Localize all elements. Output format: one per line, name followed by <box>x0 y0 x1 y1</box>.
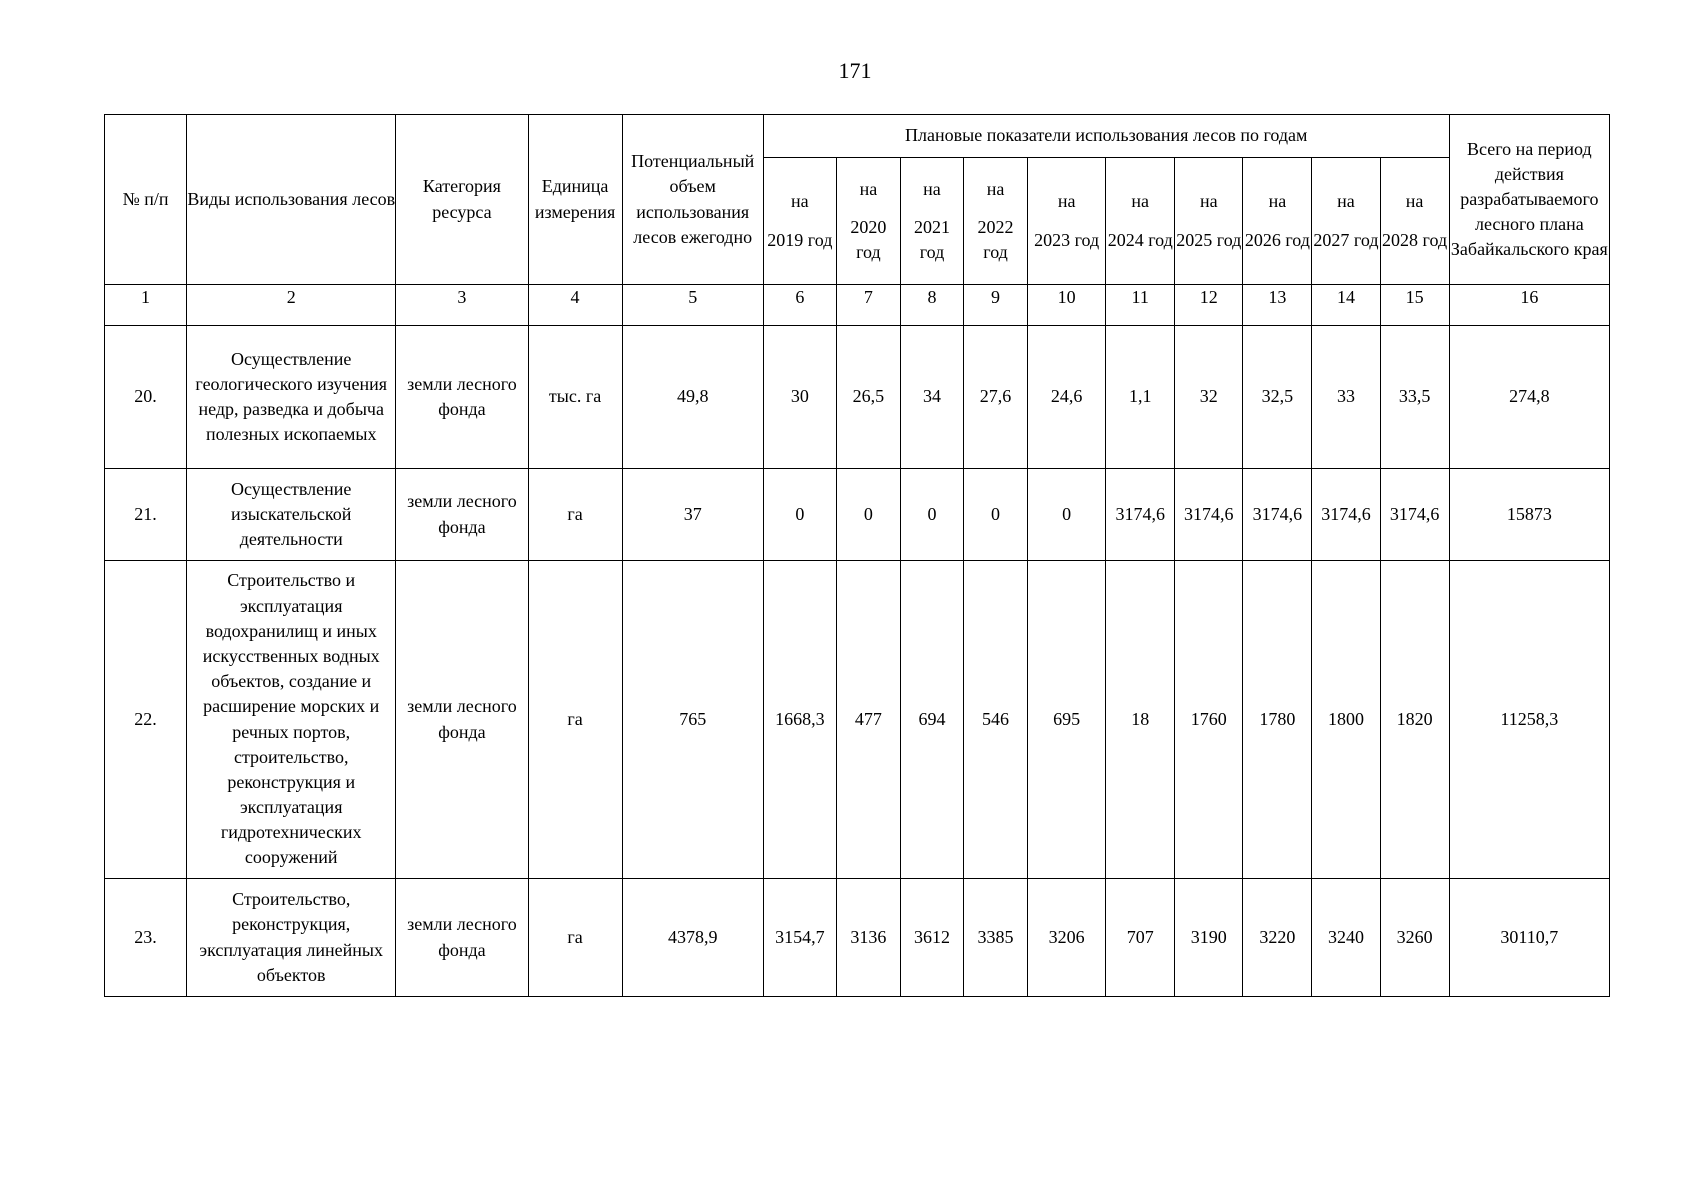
table-row <box>105 469 1610 561</box>
header-year-4 <box>964 158 1028 285</box>
row-year-value: 3220 <box>1243 879 1312 997</box>
table-row <box>105 879 1610 997</box>
row-year-value: 3206 <box>1028 879 1106 997</box>
row-year-value: 3174,6 <box>1380 469 1449 561</box>
row-year-value: 3260 <box>1380 879 1449 997</box>
row-year-value: 3385 <box>964 879 1028 997</box>
row-year-value: 1,1 <box>1106 326 1175 469</box>
header-total: Всего на период действия разрабатываемого лесного плана Забайкальского края <box>1449 115 1609 285</box>
column-number: 9 <box>964 285 1028 326</box>
column-number: 10 <box>1028 285 1106 326</box>
header-year-label: 2022 год <box>977 216 1014 263</box>
page-number: 171 <box>838 58 872 83</box>
row-year-value: 3612 <box>900 879 963 997</box>
column-number: 4 <box>528 285 622 326</box>
row-year-value: 1800 <box>1312 561 1380 879</box>
header-year-prefix: на <box>1268 191 1287 212</box>
row-year-value: 34 <box>900 326 963 469</box>
column-number: 11 <box>1106 285 1175 326</box>
row-year-value: 0 <box>836 469 900 561</box>
header-unit: Единица измерения <box>528 115 622 285</box>
forest-use-table <box>104 114 1610 997</box>
row-year-value: 0 <box>900 469 963 561</box>
row-year-value: 3174,6 <box>1106 469 1175 561</box>
header-year-label: 2019 год <box>767 229 833 250</box>
row-kind: Строительство, реконструкция, эксплуатация линейных объектов <box>187 879 396 997</box>
header-potential: Потенциальный объем использования лесов ежегодно <box>622 115 763 285</box>
header-year-6 <box>1106 158 1175 285</box>
row-potential: 49,8 <box>622 326 763 469</box>
header-year-prefix: на <box>923 178 941 199</box>
column-number: 2 <box>187 285 396 326</box>
header-year-prefix: на <box>791 191 809 212</box>
header-year-label: 2026 год <box>1244 229 1310 250</box>
row-year-value: 694 <box>900 561 963 879</box>
row-year-value: 0 <box>1028 469 1106 561</box>
row-potential: 765 <box>622 561 763 879</box>
table-row <box>105 326 1610 469</box>
header-year-prefix: на <box>1405 191 1424 212</box>
column-number: 7 <box>836 285 900 326</box>
row-year-value: 3190 <box>1175 879 1243 997</box>
row-year-value: 695 <box>1028 561 1106 879</box>
row-year-value: 3154,7 <box>763 879 836 997</box>
column-number: 12 <box>1175 285 1243 326</box>
row-year-value: 546 <box>964 561 1028 879</box>
row-year-value: 707 <box>1106 879 1175 997</box>
row-total: 11258,3 <box>1449 561 1609 879</box>
header-year-prefix: на <box>1057 191 1076 212</box>
row-num: 22. <box>105 561 187 879</box>
header-year-9 <box>1312 158 1380 285</box>
header-year-7 <box>1175 158 1243 285</box>
column-number: 6 <box>763 285 836 326</box>
row-num: 23. <box>105 879 187 997</box>
row-num: 21. <box>105 469 187 561</box>
row-year-value: 32 <box>1175 326 1243 469</box>
header-year-prefix: на <box>1199 191 1218 212</box>
table-body <box>105 285 1610 997</box>
header-year-label: 2021 год <box>913 216 950 263</box>
header-kind: Виды использования лесов <box>187 115 396 285</box>
header-year-label: 2028 год <box>1382 229 1448 250</box>
row-unit: га <box>528 879 622 997</box>
row-year-value: 30 <box>763 326 836 469</box>
row-unit: тыс. га <box>528 326 622 469</box>
column-number: 14 <box>1312 285 1380 326</box>
row-category: земли лесного фонда <box>396 561 528 879</box>
header-row-1 <box>105 115 1610 158</box>
row-year-value: 1668,3 <box>763 561 836 879</box>
row-year-value: 3240 <box>1312 879 1380 997</box>
column-number: 15 <box>1380 285 1449 326</box>
header-category: Категория ресурса <box>396 115 528 285</box>
header-year-5 <box>1028 158 1106 285</box>
column-number: 5 <box>622 285 763 326</box>
row-num: 20. <box>105 326 187 469</box>
row-year-value: 0 <box>763 469 836 561</box>
row-unit: га <box>528 469 622 561</box>
row-potential: 37 <box>622 469 763 561</box>
column-number: 3 <box>396 285 528 326</box>
row-unit: га <box>528 561 622 879</box>
header-year-label: 2020 год <box>850 216 887 263</box>
row-kind: Осуществление геологического изучения недр, разведка и добыча полезных ископаемых <box>187 326 396 469</box>
header-year-prefix: на <box>986 178 1005 199</box>
column-number: 8 <box>900 285 963 326</box>
header-year-label: 2025 год <box>1176 229 1242 250</box>
row-category: земли лесного фонда <box>396 326 528 469</box>
header-year-2 <box>836 158 900 285</box>
header-year-1 <box>763 158 836 285</box>
row-potential: 4378,9 <box>622 879 763 997</box>
header-plan-span: Плановые показатели использования лесов по годам <box>763 115 1449 158</box>
header-year-prefix: на <box>1131 191 1150 212</box>
row-year-value: 24,6 <box>1028 326 1106 469</box>
row-year-value: 1820 <box>1380 561 1449 879</box>
column-number: 13 <box>1243 285 1312 326</box>
row-kind: Строительство и эксплуатация водохранилищ и иных искусственных водных объектов, создание и расширение морских и речных портов, строительство, реконструкция и эксплуатация гидротехнических сооружений <box>187 561 396 879</box>
row-total: 274,8 <box>1449 326 1609 469</box>
column-number: 1 <box>105 285 187 326</box>
row-kind: Осуществление изыскательской деятельности <box>187 469 396 561</box>
row-year-value: 1760 <box>1175 561 1243 879</box>
table-row <box>105 561 1610 879</box>
row-year-value: 27,6 <box>964 326 1028 469</box>
row-year-value: 0 <box>964 469 1028 561</box>
header-num: № п/п <box>105 115 187 285</box>
row-total: 15873 <box>1449 469 1609 561</box>
row-year-value: 18 <box>1106 561 1175 879</box>
column-number-row <box>105 285 1610 326</box>
row-year-value: 477 <box>836 561 900 879</box>
row-year-value: 3174,6 <box>1175 469 1243 561</box>
header-year-label: 2024 год <box>1107 229 1173 250</box>
row-year-value: 33,5 <box>1380 326 1449 469</box>
row-year-value: 32,5 <box>1243 326 1312 469</box>
row-category: земли лесного фонда <box>396 879 528 997</box>
header-year-prefix: на <box>859 178 878 199</box>
row-total: 30110,7 <box>1449 879 1609 997</box>
header-year-8 <box>1243 158 1312 285</box>
row-year-value: 3136 <box>836 879 900 997</box>
row-year-value: 3174,6 <box>1312 469 1380 561</box>
row-year-value: 26,5 <box>836 326 900 469</box>
header-year-label: 2023 год <box>1034 229 1100 250</box>
row-year-value: 1780 <box>1243 561 1312 879</box>
row-category: земли лесного фонда <box>396 469 528 561</box>
header-year-prefix: на <box>1337 191 1355 212</box>
header-year-label: 2027 год <box>1313 229 1379 250</box>
header-year-3 <box>900 158 963 285</box>
row-year-value: 3174,6 <box>1243 469 1312 561</box>
header-year-10 <box>1380 158 1449 285</box>
column-number: 16 <box>1449 285 1609 326</box>
row-year-value: 33 <box>1312 326 1380 469</box>
